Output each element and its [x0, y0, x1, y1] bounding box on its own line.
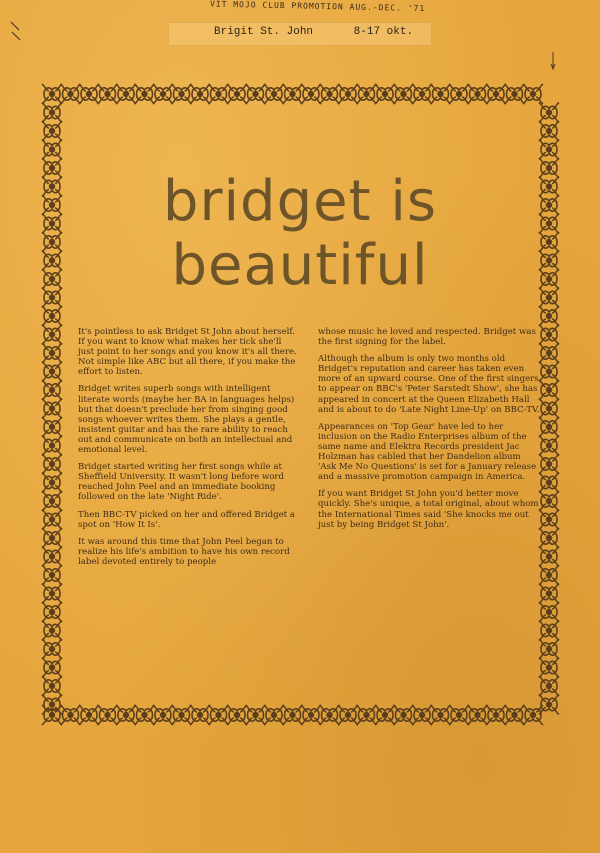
flourish-ornament-icon — [98, 705, 118, 725]
flourish-ornament-icon — [79, 705, 99, 725]
flourish-ornament-icon — [539, 454, 559, 474]
flourish-ornament-icon — [539, 195, 559, 215]
flourish-ornament-icon — [539, 251, 559, 271]
border-bottom-ornaments — [42, 705, 543, 725]
flourish-ornament-icon — [209, 84, 229, 104]
flourish-ornament-icon — [42, 288, 62, 308]
flourish-ornament-icon — [42, 380, 62, 400]
flourish-ornament-icon — [42, 510, 62, 530]
flourish-ornament-icon — [246, 705, 266, 725]
flourish-ornament-icon — [42, 177, 62, 197]
flourish-ornament-icon — [42, 436, 62, 456]
flourish-ornament-icon — [264, 705, 284, 725]
flourish-ornament-icon — [539, 214, 559, 234]
flourish-ornament-icon — [116, 84, 136, 104]
paragraph: Appearances on 'Top Gear' have led to her inclusion on the Radio Enterprises album of the same name and Elektra Records president Jac Holzman has cabled that her Dandelion album 'Ask Me No Questions' is set for a January release and a massive promotion campaign in America. — [318, 421, 537, 483]
flourish-ornament-icon — [539, 621, 559, 641]
typed-name: Brigit St. John — [214, 26, 314, 38]
flourish-ornament-icon — [539, 436, 559, 456]
flourish-ornament-icon — [42, 103, 62, 123]
paragraph: Bridget writes superb songs with intelligent literate words (maybe her BA in languages helps) but that doesn't preclude her from singing good songs whoever writes them. She plays a gentle, insistent guitar and has the rare ability to reach out and communicate on both an intellectual and emotional level. — [78, 384, 295, 456]
flourish-ornament-icon — [42, 676, 62, 696]
flourish-ornament-icon — [42, 639, 62, 659]
flourish-ornament-icon — [505, 705, 525, 725]
flourish-ornament-icon — [42, 547, 62, 567]
flourish-ornament-icon — [135, 84, 155, 104]
typed-date: 8-17 okt. — [353, 26, 414, 38]
border-top-ornaments — [42, 84, 543, 104]
flourish-ornament-icon — [539, 510, 559, 530]
flourish-ornament-icon — [523, 705, 543, 725]
headline — [150, 170, 450, 298]
left-column — [78, 327, 300, 679]
flourish-ornament-icon — [431, 84, 451, 104]
paragraph: If you want Bridget St John you'd better move quickly. She's unique, a total original, about whom the International Times said 'She knocks me out just by being Bridget St John'. — [318, 489, 539, 530]
headline-line-2: beautiful — [171, 233, 429, 298]
flourish-ornament-icon — [42, 84, 62, 104]
flourish-ornament-icon — [209, 705, 229, 725]
flourish-ornament-icon — [539, 399, 559, 419]
flourish-ornament-icon — [283, 705, 303, 725]
paragraph: It's pointless to ask Bridget St John about herself. If you want to know what makes her tick she'll just point to her songs and you know it's all there. Not simple like ABC but all there, if you make the effort to listen. — [78, 327, 297, 378]
flourish-ornament-icon — [172, 705, 192, 725]
flourish-ornament-icon — [61, 705, 81, 725]
paragraph: It was around this time that John Peel began to realize his life's ambition to have his own record label devoted entirely to people — [78, 536, 290, 567]
paragraph: Bridget started writing her first songs while at Sheffield University. It wasn't long before word reached John Peel and an immediate booking followed on the late 'Night Ride'. — [78, 462, 285, 503]
flourish-ornament-icon — [539, 658, 559, 678]
flourish-ornament-icon — [42, 214, 62, 234]
flourish-ornament-icon — [42, 454, 62, 474]
flourish-ornament-icon — [283, 84, 303, 104]
flourish-ornament-icon — [468, 705, 488, 725]
flourish-ornament-icon — [320, 84, 340, 104]
border-right-ornaments — [539, 103, 559, 715]
flourish-ornament-icon — [42, 195, 62, 215]
flourish-ornament-icon — [42, 584, 62, 604]
flourish-ornament-icon — [375, 84, 395, 104]
flourish-ornament-icon — [227, 84, 247, 104]
flourish-ornament-icon — [42, 232, 62, 252]
flourish-ornament-icon — [42, 269, 62, 289]
flourish-ornament-icon — [539, 362, 559, 382]
flourish-ornament-icon — [42, 602, 62, 622]
flourish-ornament-icon — [42, 306, 62, 326]
flourish-ornament-icon — [539, 565, 559, 585]
flourish-ornament-icon — [227, 705, 247, 725]
flourish-ornament-icon — [539, 602, 559, 622]
flourish-ornament-icon — [468, 84, 488, 104]
flourish-ornament-icon — [539, 473, 559, 493]
flourish-ornament-icon — [539, 103, 559, 123]
flourish-ornament-icon — [42, 473, 62, 493]
flourish-ornament-icon — [42, 399, 62, 419]
flourish-ornament-icon — [505, 84, 525, 104]
flourish-ornament-icon — [42, 158, 62, 178]
article-body — [78, 327, 540, 679]
flourish-ornament-icon — [539, 584, 559, 604]
flourish-ornament-icon — [539, 158, 559, 178]
flourish-ornament-icon — [42, 140, 62, 160]
flourish-ornament-icon — [394, 84, 414, 104]
flourish-ornament-icon — [431, 705, 451, 725]
flourish-ornament-icon — [264, 84, 284, 104]
flourish-ornament-icon — [539, 121, 559, 141]
flourish-ornament-icon — [79, 84, 99, 104]
flourish-ornament-icon — [539, 325, 559, 345]
paragraph: whose music he loved and respected. Bridget was the first signing for the label. — [318, 327, 536, 348]
flourish-ornament-icon — [486, 705, 506, 725]
flourish-ornament-icon — [357, 705, 377, 725]
flourish-ornament-icon — [539, 232, 559, 252]
flourish-ornament-icon — [523, 84, 543, 104]
flourish-ornament-icon — [539, 676, 559, 696]
flourish-ornament-icon — [375, 705, 395, 725]
flourish-ornament-icon — [153, 705, 173, 725]
flourish-ornament-icon — [486, 84, 506, 104]
border-left-ornaments — [42, 103, 62, 715]
flourish-ornament-icon — [539, 343, 559, 363]
flourish-ornament-icon — [42, 251, 62, 271]
flourish-ornament-icon — [190, 84, 210, 104]
flourish-ornament-icon — [153, 84, 173, 104]
flourish-ornament-icon — [42, 343, 62, 363]
flourish-ornament-icon — [412, 84, 432, 104]
flourish-ornament-icon — [539, 639, 559, 659]
handwritten-note: VIT MOJO CLUB PROMOTION AUG.-DEC. '71 — [209, 0, 426, 14]
flourish-ornament-icon — [539, 491, 559, 511]
paragraph: Although the album is only two months old Bridget's reputation and career has taken even more of an upward course. One of the first singers to appear on BBC's 'Peter Sarstedt Show', she has appeared in concert at the Queen Elizabeth Hall and is about to do 'Late Night Line-Up' on BBC-TV. — [318, 354, 540, 415]
flourish-ornament-icon — [42, 325, 62, 345]
paragraph: Then BBC-TV picked on her and offered Bridget a spot on 'How It Is'. — [78, 509, 295, 530]
flourish-ornament-icon — [412, 705, 432, 725]
flourish-ornament-icon — [42, 528, 62, 548]
flourish-ornament-icon — [42, 658, 62, 678]
flourish-ornament-icon — [116, 705, 136, 725]
flourish-ornament-icon — [449, 84, 469, 104]
flourish-ornament-icon — [394, 705, 414, 725]
flourish-ornament-icon — [539, 695, 559, 715]
flourish-ornament-icon — [539, 528, 559, 548]
right-column — [318, 327, 540, 679]
flourish-ornament-icon — [301, 84, 321, 104]
flourish-ornament-icon — [61, 84, 81, 104]
flourish-ornament-icon — [449, 705, 469, 725]
flourish-ornament-icon — [539, 306, 559, 326]
flourish-ornament-icon — [246, 84, 266, 104]
flourish-ornament-icon — [539, 417, 559, 437]
headline-line-1: bridget is — [162, 169, 438, 234]
flourish-ornament-icon — [539, 269, 559, 289]
flourish-ornament-icon — [338, 84, 358, 104]
flourish-ornament-icon — [320, 705, 340, 725]
flourish-ornament-icon — [539, 380, 559, 400]
flourish-ornament-icon — [539, 140, 559, 160]
flourish-ornament-icon — [42, 491, 62, 511]
flourish-ornament-icon — [42, 362, 62, 382]
flourish-ornament-icon — [539, 288, 559, 308]
flourish-ornament-icon — [338, 705, 358, 725]
flourish-ornament-icon — [42, 565, 62, 585]
flourish-ornament-icon — [135, 705, 155, 725]
flourish-ornament-icon — [539, 177, 559, 197]
flourish-ornament-icon — [301, 705, 321, 725]
flourish-ornament-icon — [190, 705, 210, 725]
flourish-ornament-icon — [42, 121, 62, 141]
flourish-ornament-icon — [42, 621, 62, 641]
flourish-ornament-icon — [42, 417, 62, 437]
flourish-ornament-icon — [98, 84, 118, 104]
flourish-ornament-icon — [357, 84, 377, 104]
flourish-ornament-icon — [172, 84, 192, 104]
flourish-ornament-icon — [539, 547, 559, 567]
